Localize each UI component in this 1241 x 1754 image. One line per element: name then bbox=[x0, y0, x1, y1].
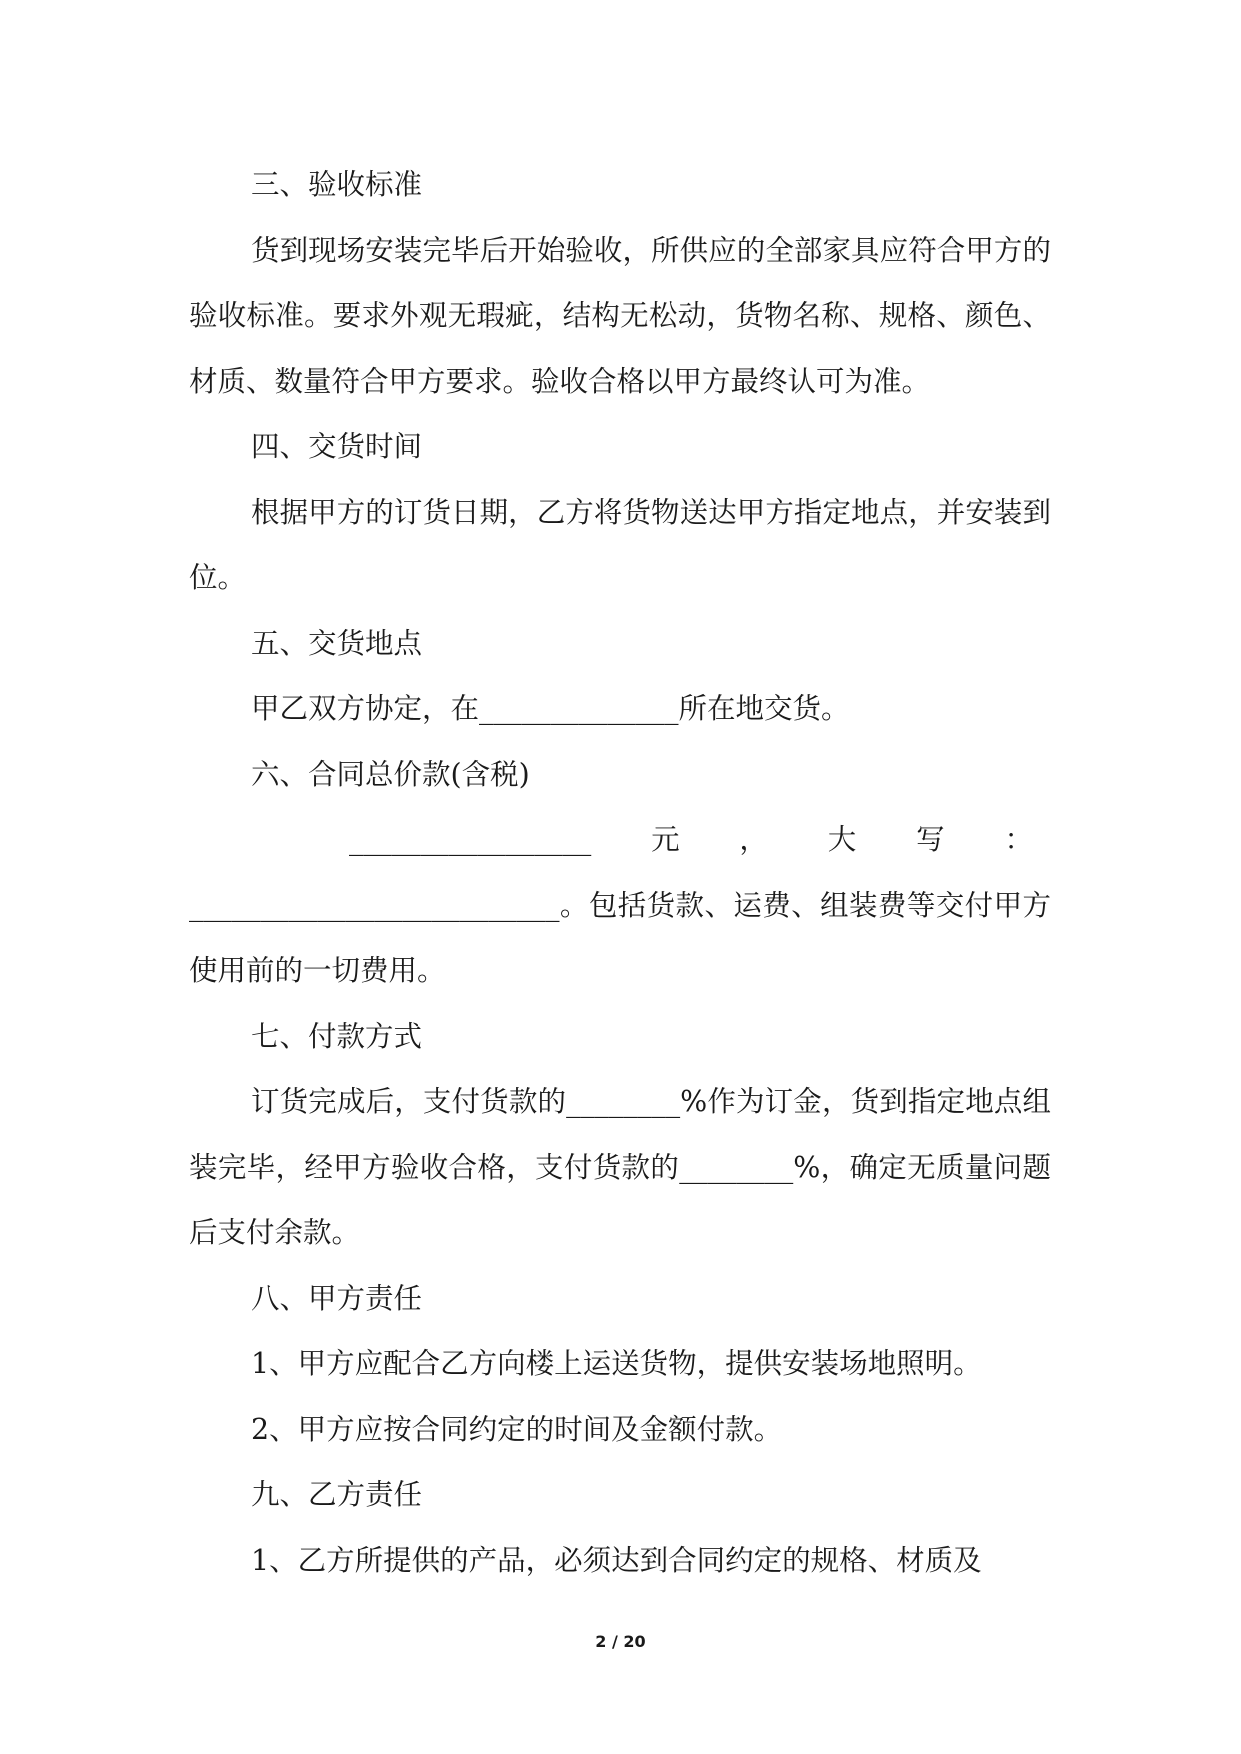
section-9-item-1: 1、乙方所提供的产品，必须达到合同约定的规格、材质及 bbox=[251, 1543, 982, 1577]
section-5-body: 甲乙双方协定，在______________所在地交货。 bbox=[251, 692, 850, 725]
price-comma: ， bbox=[739, 823, 768, 856]
section-8-item-1: 1、甲方应配合乙方向楼上运送货物，提供安装场地照明。 bbox=[251, 1347, 982, 1380]
section-8-item-2: 2、甲方应按合同约定的时间及金额付款。 bbox=[251, 1412, 783, 1446]
price-unit-yuan: 元 bbox=[651, 823, 680, 856]
section-3-body: 货到现场安装完毕后开始验收，所供应的全部家具应符合甲方的验收标准。要求外观无瑕疵，结构无松动，货物名称、规格、颜色、材质、数量符合甲方要求。验收合格以甲方最终认可为准。 bbox=[189, 233, 1051, 398]
section-4-body: 根据甲方的订货日期，乙方将货物送达甲方指定地点，并安装到位。 bbox=[189, 495, 1051, 594]
section-5-title: 五、交货地点 bbox=[251, 626, 423, 660]
price-colon: ： bbox=[1004, 823, 1033, 856]
section-7-body: 订货完成后，支付货款的________%作为订金，货到指定地点组装完毕，经甲方验收合格，支付货款的________%，确定无质量问题后支付余款。 bbox=[189, 1085, 1051, 1249]
section-6-title: 六、合同总价款(含税) bbox=[251, 757, 530, 791]
section-3-title: 三、验收标准 bbox=[251, 168, 423, 201]
section-9-title: 九、乙方责任 bbox=[251, 1478, 423, 1511]
section-8-title: 八、甲方责任 bbox=[251, 1281, 423, 1315]
document-body bbox=[189, 152, 1051, 1593]
section-6-price-line bbox=[189, 807, 1051, 873]
page-number: 2 / 20 bbox=[595, 1632, 646, 1651]
price-da: 大 bbox=[827, 823, 857, 856]
price-xie: 写 bbox=[916, 823, 945, 856]
section-4-title: 四、交货时间 bbox=[251, 430, 423, 463]
section-6-body: __________________________。包括货款、运费、组装费等交付甲方使用前的一切费用。 bbox=[189, 888, 1051, 987]
section-7-title: 七、付款方式 bbox=[251, 1019, 423, 1053]
price-blank: _________________ bbox=[349, 823, 592, 856]
